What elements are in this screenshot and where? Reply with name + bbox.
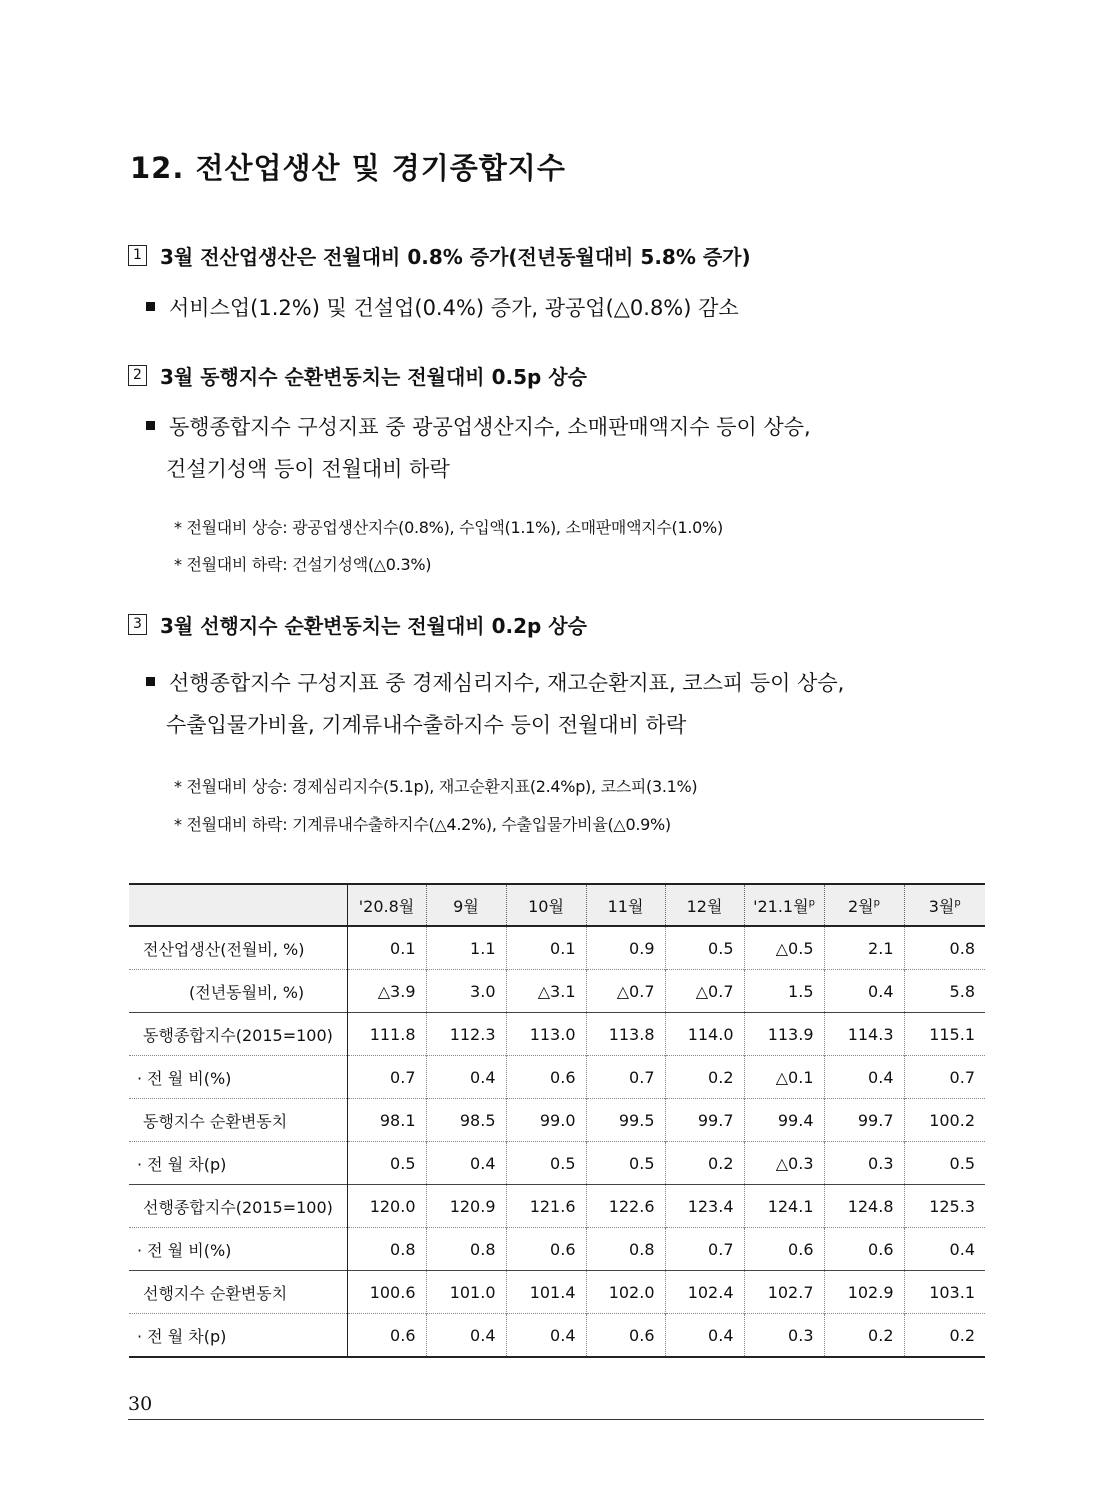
table-cell: 102.0 [586, 1271, 665, 1314]
table-cell: △3.9 [347, 970, 426, 1013]
column-header: 9월 [426, 884, 506, 926]
table-cell: 124.1 [744, 1185, 824, 1228]
table-cell: 0.8 [347, 1228, 426, 1271]
table-cell: 0.5 [586, 1142, 665, 1185]
table-cell: 0.6 [506, 1228, 586, 1271]
table-cell: 0.5 [347, 1142, 426, 1185]
table-cell: 0.4 [426, 1314, 506, 1358]
bullet-text: 선행종합지수 구성지표 중 경제심리지수, 재고순환지표, 코스피 등이 상승, [169, 671, 845, 695]
table-cell: 102.7 [744, 1271, 824, 1314]
section-heading-text: 3월 전산업생산은 전월대비 0.8% 증가(전년동월대비 5.8% 증가) [160, 245, 751, 269]
row-label: · 전 월 차(p) [129, 1142, 347, 1185]
bullet-text-continued: 건설기성액 등이 전월대비 하락 [166, 457, 450, 481]
row-label: · 전 월 비(%) [129, 1228, 347, 1271]
page-number: 30 [128, 1393, 153, 1415]
bullet-text: 서비스업(1.2%) 및 건설업(0.4%) 증가, 광공업(△0.8%) 감소 [169, 296, 739, 320]
row-label: · 전 월 비(%) [129, 1056, 347, 1099]
page-title: 12. 전산업생산 및 경기종합지수 [130, 151, 566, 185]
square-bullet-icon [146, 677, 155, 686]
column-header: '21.1월$^p$ [744, 884, 824, 926]
table-header-corner [129, 884, 347, 926]
table-cell: 0.4 [904, 1228, 985, 1271]
table-cell: 0.8 [904, 926, 985, 970]
table-cell: 0.3 [744, 1314, 824, 1358]
table-cell: 0.2 [904, 1314, 985, 1358]
table-cell: 0.4 [426, 1142, 506, 1185]
table-cell: 0.4 [824, 970, 904, 1013]
column-header: 10월 [506, 884, 586, 926]
table-cell: 99.7 [824, 1099, 904, 1142]
table-cell: 0.7 [665, 1228, 744, 1271]
table-row [129, 1056, 985, 1099]
bullet-text-continued: 수출입물가비율, 기계류내수출하지수 등이 전월대비 하락 [166, 713, 687, 737]
row-label: 선행종합지수(2015=100) [129, 1185, 347, 1228]
table-cell: 0.6 [744, 1228, 824, 1271]
row-label: 동행지수 순환변동치 [129, 1099, 347, 1142]
table-cell: 99.4 [744, 1099, 824, 1142]
table-cell: 123.4 [665, 1185, 744, 1228]
table-cell: 113.0 [506, 1013, 586, 1056]
table-cell: 124.8 [824, 1185, 904, 1228]
column-header: 11월 [586, 884, 665, 926]
table-cell: △0.5 [744, 926, 824, 970]
note-line: * 전월대비 상승: 광공업생산지수(0.8%), 수입액(1.1%), 소매판매액지수(1.0%) [174, 518, 723, 537]
table-cell: 0.6 [347, 1314, 426, 1358]
table-cell: 113.9 [744, 1013, 824, 1056]
table-cell: 0.6 [824, 1228, 904, 1271]
table-cell: 5.8 [904, 970, 985, 1013]
section-heading-text: 3월 동행지수 순환변동치는 전월대비 0.5p 상승 [160, 365, 587, 389]
table-cell: 100.6 [347, 1271, 426, 1314]
section-number-box: 2 [128, 365, 147, 386]
table-cell: 3.0 [426, 970, 506, 1013]
table-cell: 114.3 [824, 1013, 904, 1056]
bullet-item [146, 662, 844, 746]
table-cell: 100.2 [904, 1099, 985, 1142]
table-row [129, 1099, 985, 1142]
section-number-box: 1 [128, 245, 147, 266]
table-cell: 0.2 [665, 1142, 744, 1185]
bullet-item [146, 287, 739, 329]
column-header: 12월 [665, 884, 744, 926]
table-cell: 0.7 [586, 1056, 665, 1099]
table-cell: 115.1 [904, 1013, 985, 1056]
table-cell: 120.9 [426, 1185, 506, 1228]
table-cell: 1.5 [744, 970, 824, 1013]
table-cell: 122.6 [586, 1185, 665, 1228]
table-cell: 102.9 [824, 1271, 904, 1314]
table-cell: 102.4 [665, 1271, 744, 1314]
row-label: 선행지수 순환변동치 [129, 1271, 347, 1314]
table-cell: 0.2 [824, 1314, 904, 1358]
table-cell: 114.0 [665, 1013, 744, 1056]
table-cell: 0.1 [347, 926, 426, 970]
table-cell: 101.0 [426, 1271, 506, 1314]
column-header: '20.8월 [347, 884, 426, 926]
column-header: 3월$^p$ [904, 884, 985, 926]
note-line: * 전월대비 하락: 기계류내수출하지수(△4.2%), 수출입물가비율(△0.9%) [174, 815, 671, 834]
table-cell: 99.0 [506, 1099, 586, 1142]
table-row [129, 1271, 985, 1314]
table-cell: 1.1 [426, 926, 506, 970]
table-cell: 0.8 [586, 1228, 665, 1271]
table-cell: 99.7 [665, 1099, 744, 1142]
footer-rule [128, 1419, 984, 1420]
column-header: 2월$^p$ [824, 884, 904, 926]
table-row [129, 970, 985, 1013]
table-row [129, 1013, 985, 1056]
table-cell: 125.3 [904, 1185, 985, 1228]
table-cell: 0.7 [904, 1056, 985, 1099]
table-cell: 0.3 [824, 1142, 904, 1185]
table-cell: 103.1 [904, 1271, 985, 1314]
indicator-table [129, 883, 985, 1358]
table-cell: △0.7 [665, 970, 744, 1013]
table-cell: 0.2 [665, 1056, 744, 1099]
table-cell: 0.4 [665, 1314, 744, 1358]
section-heading-1 [128, 241, 751, 270]
row-label: (전년동월비, %) [129, 970, 347, 1013]
square-bullet-icon [146, 302, 155, 311]
square-bullet-icon [146, 421, 155, 430]
table-row [129, 1228, 985, 1271]
table-cell: 121.6 [506, 1185, 586, 1228]
row-label: 동행종합지수(2015=100) [129, 1013, 347, 1056]
table-cell: 0.7 [347, 1056, 426, 1099]
row-label: · 전 월 차(p) [129, 1314, 347, 1358]
table-cell: 101.4 [506, 1271, 586, 1314]
table-cell: 0.6 [586, 1314, 665, 1358]
table-cell: △0.7 [586, 970, 665, 1013]
bullet-text: 동행종합지수 구성지표 중 광공업생산지수, 소매판매액지수 등이 상승, [169, 415, 811, 439]
table-cell: △3.1 [506, 970, 586, 1013]
table-cell: 0.9 [586, 926, 665, 970]
section-heading-3 [128, 610, 587, 639]
table-row [129, 1142, 985, 1185]
table-cell: 0.6 [506, 1056, 586, 1099]
note-line: * 전월대비 하락: 건설기성액(△0.3%) [174, 555, 432, 574]
row-label: 전산업생산(전월비, %) [129, 926, 347, 970]
table-cell: 2.1 [824, 926, 904, 970]
table-cell: △0.1 [744, 1056, 824, 1099]
table-row [129, 926, 985, 970]
table-cell: 112.3 [426, 1013, 506, 1056]
table-cell: 0.5 [665, 926, 744, 970]
table-row [129, 1185, 985, 1228]
table-cell: 98.1 [347, 1099, 426, 1142]
table-cell: △0.3 [744, 1142, 824, 1185]
table-cell: 99.5 [586, 1099, 665, 1142]
table-cell: 98.5 [426, 1099, 506, 1142]
table-cell: 0.8 [426, 1228, 506, 1271]
section-number-box: 3 [128, 614, 147, 635]
table-row [129, 1314, 985, 1358]
table-cell: 120.0 [347, 1185, 426, 1228]
table-header-row [129, 884, 985, 926]
table-cell: 111.8 [347, 1013, 426, 1056]
table-cell: 0.1 [506, 926, 586, 970]
table-cell: 113.8 [586, 1013, 665, 1056]
table-cell: 0.5 [904, 1142, 985, 1185]
section-heading-text: 3월 선행지수 순환변동치는 전월대비 0.2p 상승 [160, 614, 587, 638]
section-heading-2 [128, 361, 587, 390]
bullet-item [146, 406, 811, 490]
table-cell: 0.4 [506, 1314, 586, 1358]
note-line: * 전월대비 상승: 경제심리지수(5.1p), 재고순환지표(2.4%p), 코스피(3.1%) [174, 777, 698, 796]
table-cell: 0.4 [824, 1056, 904, 1099]
table-cell: 0.5 [506, 1142, 586, 1185]
table-cell: 0.4 [426, 1056, 506, 1099]
